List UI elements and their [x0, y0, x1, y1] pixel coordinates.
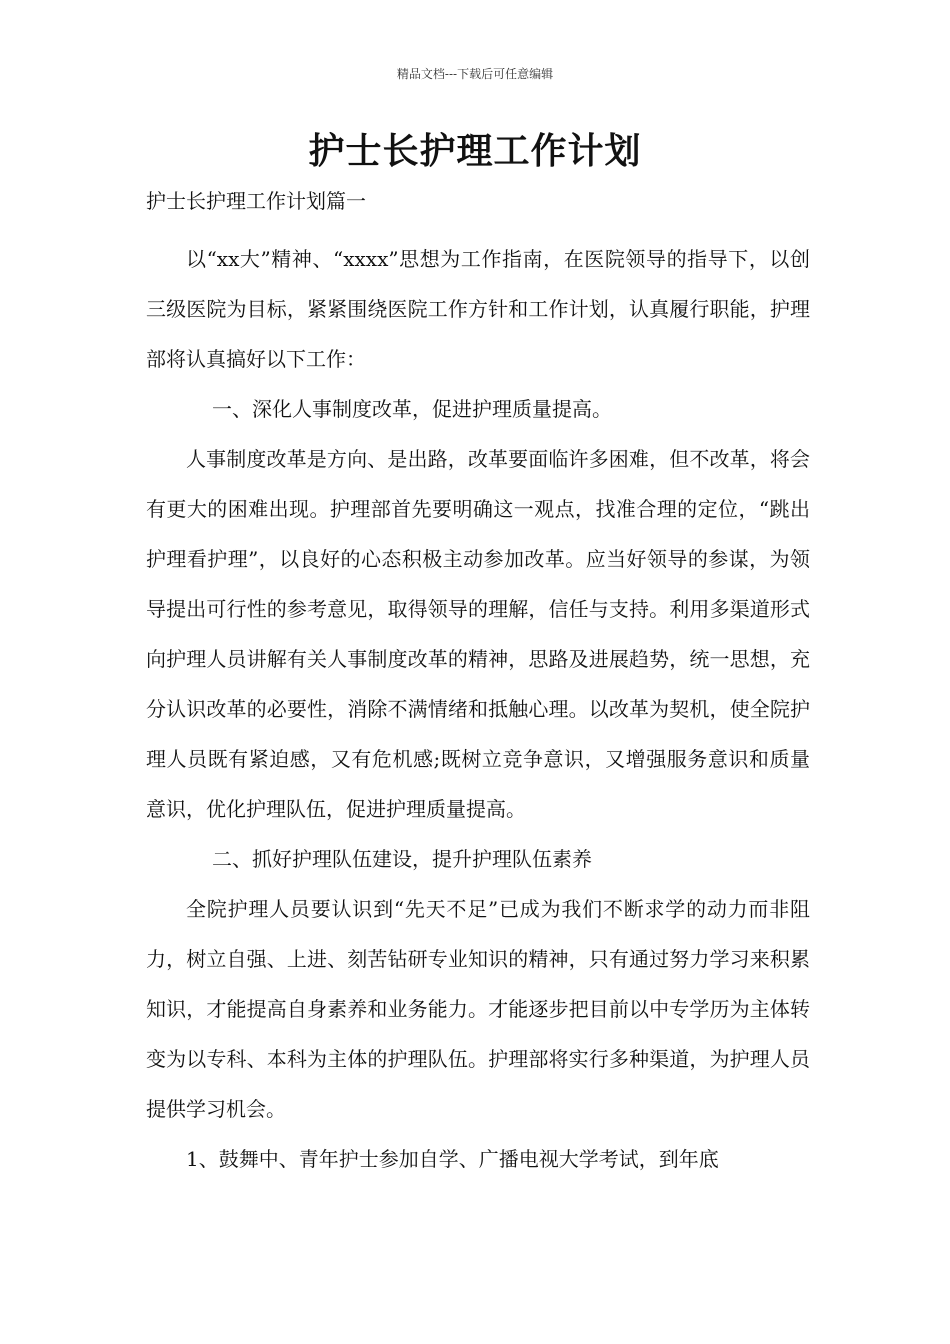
paragraph-section-2: 全院护理人员要认识到“先天不足”已成为我们不断求学的动力而非阻力，树立自强、上进、刻苦钻研专业知识的精神，只有通过努力学习来积累知识，才能提高自身素养和业务能力。才能逐步把目前以中专学历为主体转变为以专科、本科为主体的护理队伍。护理部将实行多种渠道，为护理人员提供学习机会。: [146, 897, 810, 1121]
section-heading-2: 二、抓好护理队伍建设，提升护理队伍素养: [212, 847, 592, 871]
document-title: 护士长护理工作计划: [308, 130, 642, 172]
document-body: [146, 234, 810, 1184]
paragraph-intro: 以“xx大”精神、“xxxx”思想为工作指南，在医院领导的指导下，以创三级医院为目标，紧紧围绕医院工作方针和工作计划，认真履行职能，护理部将认真搞好以下工作：: [146, 247, 810, 371]
section-heading-1: 一、深化人事制度改革，促进护理质量提高。: [212, 397, 612, 421]
page-header: 精品文档---下载后可任意编辑: [396, 67, 554, 81]
document-subtitle: 护士长护理工作计划篇一: [146, 189, 366, 213]
paragraph-section-1: 人事制度改革是方向、是出路，改革要面临许多困难，但不改革，将会有更大的困难出现。护理部首先要明确这一观点，找准合理的定位，“跳出护理看护理”，以良好的心态积极主动参加改革。应当好领导的参谋，为领导提出可行性的参考意见，取得领导的理解，信任与支持。利用多渠道形式向护理人员讲解有关人事制度改革的精神，思路及进展趋势，统一思想，充分认识改革的必要性，消除不满情绪和抵触心理。以改革为契机，使全院护理人员既有紧迫感，又有危机感;既树立竞争意识，又增强服务意识和质量意识，优化护理队伍，促进护理质量提高。: [146, 447, 810, 821]
paragraph-item-1: 1、鼓舞中、青年护士参加自学、广播电视大学考试，到年底: [186, 1147, 719, 1171]
